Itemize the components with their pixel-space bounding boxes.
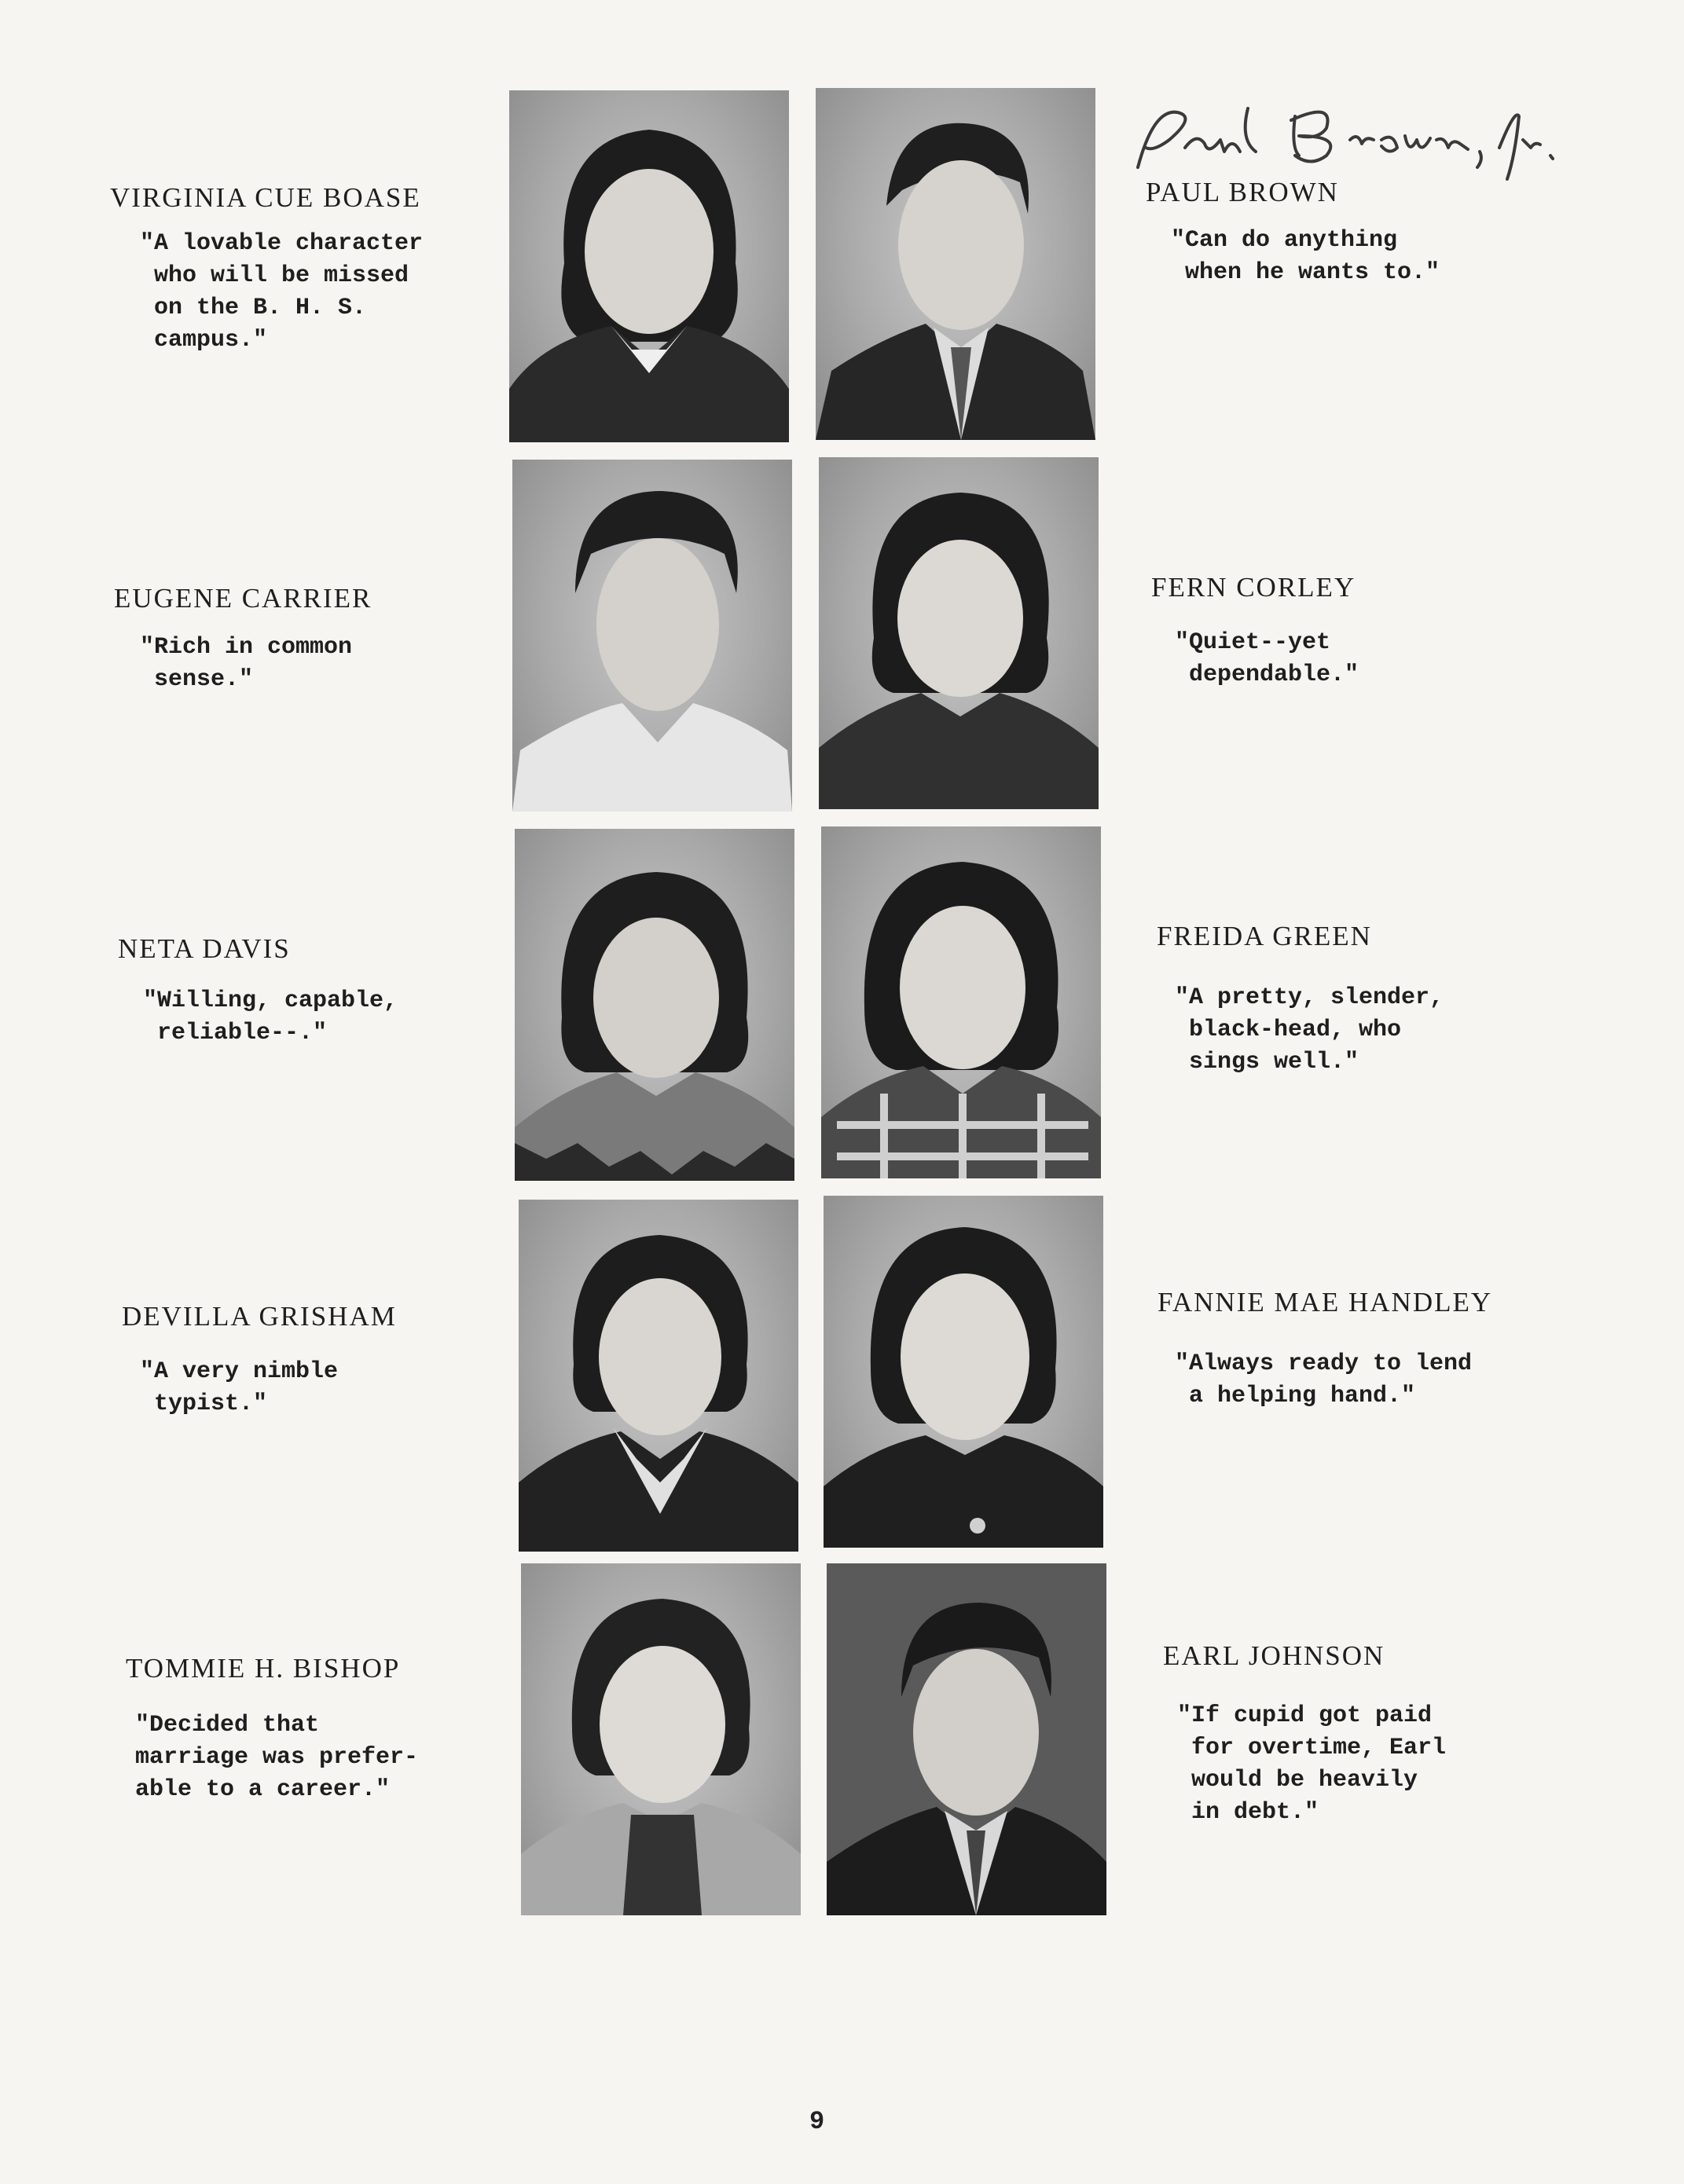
student-quote: "A lovable character who will be missed on the B. H. S. campus." xyxy=(140,230,424,354)
student-portrait-photo xyxy=(512,460,792,812)
student-quote: "If cupid got paid for overtime, Earl would be heavily in debt." xyxy=(1177,1702,1447,1826)
student-name: EUGENE CARRIER xyxy=(114,583,372,614)
student-portrait-photo xyxy=(509,90,789,442)
student-portrait-photo xyxy=(521,1563,801,1915)
student-quote: "Quiet--yet dependable." xyxy=(1175,629,1359,688)
student-portrait-photo xyxy=(827,1563,1106,1915)
student-portrait-photo xyxy=(816,88,1095,440)
student-name: FREIDA GREEN xyxy=(1157,921,1372,951)
student-quote: "Willing, capable, reliable--." xyxy=(143,988,398,1046)
student-portrait-photo xyxy=(821,826,1101,1178)
student-name: VIRGINIA CUE BOASE xyxy=(110,182,421,213)
student-quote: "Decided that marriage was prefer- able to a career." xyxy=(135,1712,419,1803)
student-portrait-photo xyxy=(519,1200,798,1552)
student-quote: "Rich in common sense." xyxy=(140,634,353,693)
page-number: 9 xyxy=(809,2107,825,2136)
student-quote: "A pretty, slender, black-head, who sings well." xyxy=(1175,984,1444,1076)
student-name: FERN CORLEY xyxy=(1151,572,1356,603)
student-quote: "Can do anything when he wants to." xyxy=(1171,227,1440,286)
student-quote: "Always ready to lend a helping hand." xyxy=(1175,1350,1473,1409)
student-portrait-photo xyxy=(824,1196,1103,1548)
student-quote: "A very nimble typist." xyxy=(140,1358,339,1417)
student-name: NETA DAVIS xyxy=(118,933,291,964)
student-portrait-photo xyxy=(515,829,794,1181)
student-name: PAUL BROWN xyxy=(1146,177,1339,207)
student-name: EARL JOHNSON xyxy=(1163,1640,1385,1671)
student-portrait-photo xyxy=(819,457,1099,809)
student-name: DEVILLA GRISHAM xyxy=(122,1301,397,1332)
student-name: TOMMIE H. BISHOP xyxy=(126,1653,401,1684)
student-name: FANNIE MAE HANDLEY xyxy=(1158,1287,1493,1317)
